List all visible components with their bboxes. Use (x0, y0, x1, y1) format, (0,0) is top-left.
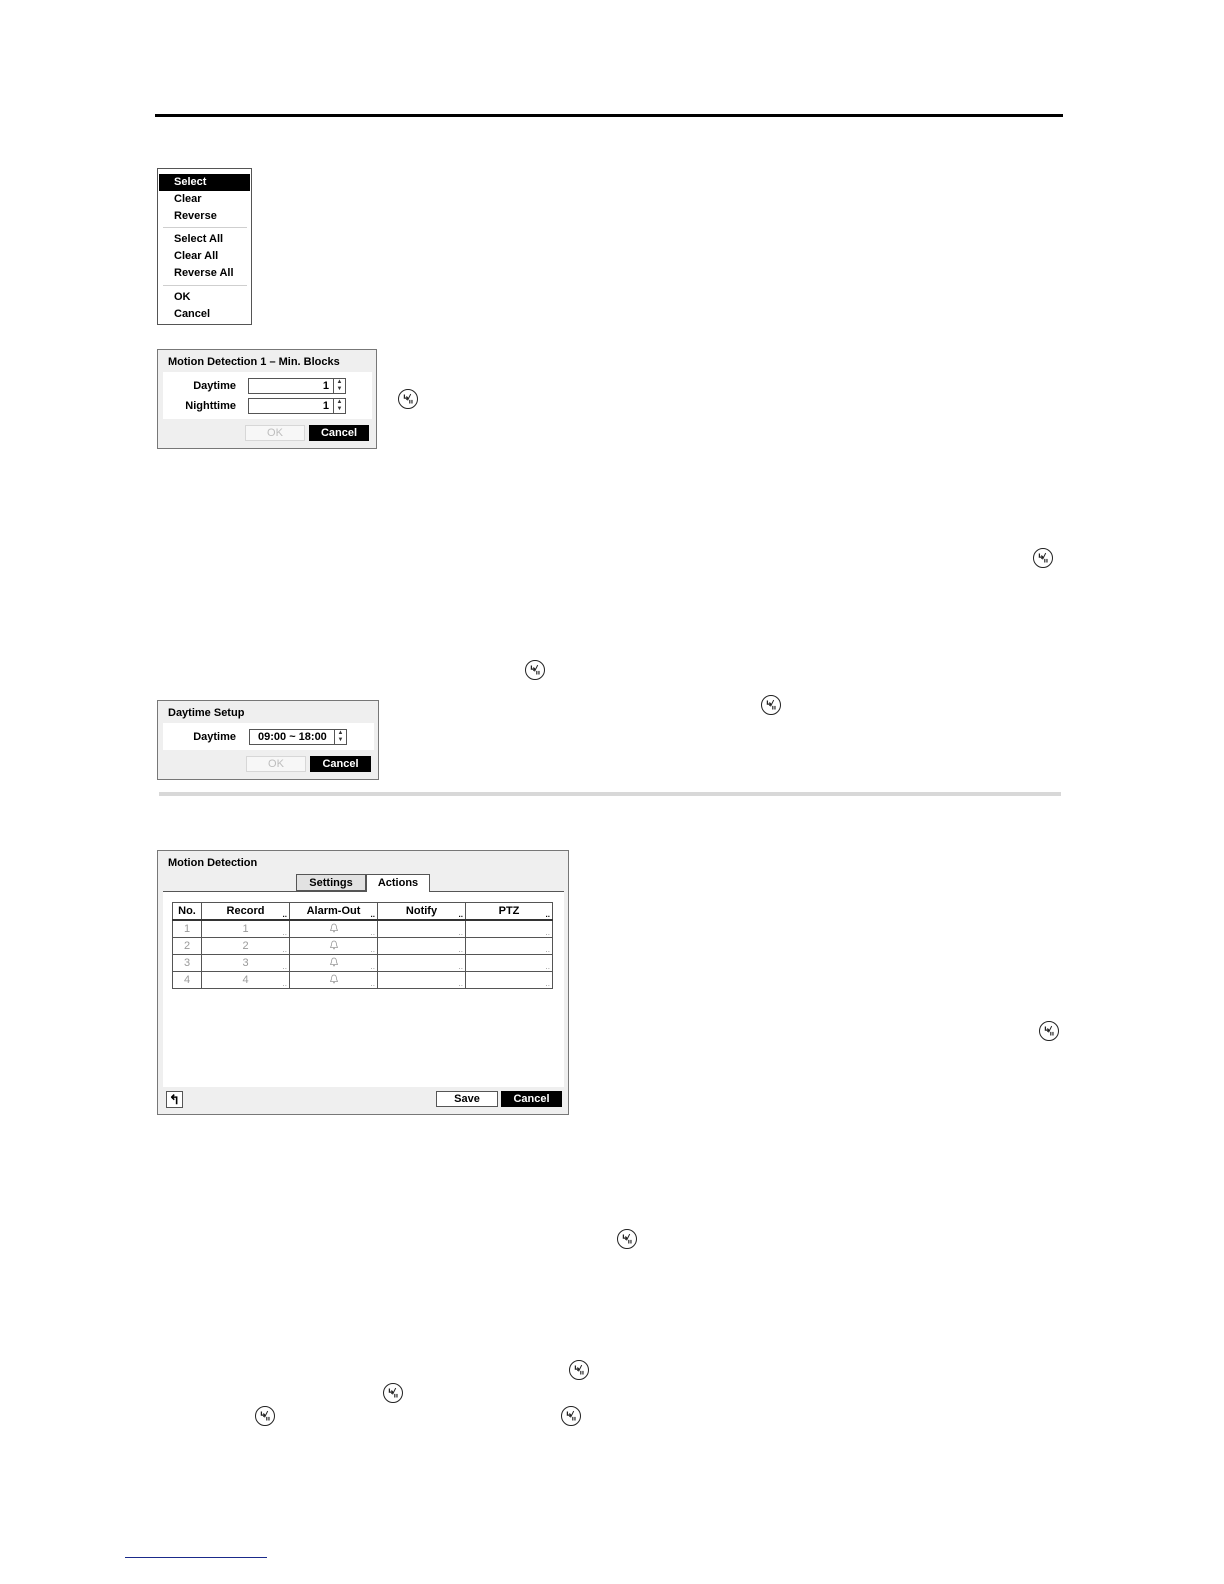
enter-pause-button-icon (383, 1383, 403, 1403)
spinner-arrows[interactable] (334, 730, 346, 744)
cell-menu-dots[interactable]: .. (282, 928, 287, 937)
cell-ptz[interactable] (466, 938, 553, 955)
cell-record[interactable] (202, 920, 290, 938)
cell-menu-dots[interactable]: .. (545, 928, 550, 937)
spin-up-icon[interactable]: ▲ (337, 730, 344, 736)
enter-pause-button-icon (1039, 1021, 1059, 1041)
bell-icon (329, 958, 339, 970)
actions-table (172, 902, 553, 989)
column-header-record[interactable] (202, 903, 290, 921)
spin-up-icon[interactable]: ▲ (336, 399, 343, 405)
nighttime-spinbox[interactable] (248, 398, 346, 414)
bell-icon (329, 975, 339, 987)
cell-record[interactable] (202, 938, 290, 955)
column-header-no (173, 903, 202, 921)
spinner-arrows[interactable] (333, 379, 345, 393)
bell-icon (329, 941, 339, 953)
column-header-notify[interactable] (378, 903, 466, 921)
cell-alarm-out[interactable] (290, 955, 378, 972)
cell-no (173, 972, 202, 989)
enter-pause-button-icon (761, 695, 781, 715)
cell-menu-dots[interactable]: .. (458, 945, 463, 954)
spin-down-icon[interactable]: ▼ (336, 386, 343, 392)
cell-record-value: 2 (242, 940, 249, 952)
menu-item-cancel[interactable]: Cancel (174, 308, 211, 320)
ok-button[interactable]: OK (246, 756, 306, 772)
cell-no-value: 4 (183, 974, 191, 986)
cancel-button[interactable]: Cancel (309, 425, 369, 441)
cell-record-value: 1 (242, 923, 249, 935)
dialog-title: Motion Detection (168, 857, 258, 869)
enter-pause-button-icon (561, 1406, 581, 1426)
cell-record-value: 3 (242, 957, 249, 969)
spinner-arrows[interactable] (333, 399, 345, 413)
menu-item-ok[interactable]: OK (174, 291, 191, 303)
table-row[interactable] (173, 920, 553, 938)
dialog-title: Daytime Setup (168, 707, 245, 719)
cell-menu-dots[interactable]: .. (545, 962, 550, 971)
cell-record[interactable] (202, 972, 290, 989)
cell-menu-dots[interactable]: .. (370, 979, 375, 988)
cell-no-value: 1 (183, 923, 191, 935)
enter-pause-button-icon (569, 1360, 589, 1380)
daytime-label: Daytime (193, 731, 236, 743)
column-menu-dots[interactable]: .. (458, 910, 463, 919)
column-header-alarm-out[interactable] (290, 903, 378, 921)
menu-item-reverse[interactable]: Reverse (174, 210, 217, 222)
column-menu-dots[interactable]: .. (370, 910, 375, 919)
cell-alarm-out[interactable] (290, 938, 378, 955)
menu-item-clear-all[interactable]: Clear All (174, 250, 219, 262)
menu-separator (163, 227, 247, 228)
table-row[interactable] (173, 955, 553, 972)
cell-no (173, 920, 202, 938)
cell-no-value: 2 (183, 940, 191, 952)
cell-menu-dots[interactable]: .. (545, 945, 550, 954)
column-header-ptz[interactable] (466, 903, 553, 921)
enter-pause-button-icon (617, 1229, 637, 1249)
column-header-label: PTZ (498, 905, 520, 917)
cell-record[interactable] (202, 955, 290, 972)
daytime-range-spinbox[interactable] (249, 729, 347, 745)
save-button[interactable]: Save (436, 1091, 498, 1107)
footnote-rule (125, 1557, 267, 1558)
nighttime-value: 1 (322, 400, 329, 412)
daytime-label: Daytime (193, 380, 236, 392)
enter-pause-button-icon (525, 660, 545, 680)
top-rule (155, 114, 1063, 117)
menu-separator (163, 285, 247, 286)
column-header-label: Notify (405, 905, 438, 917)
tab-settings[interactable]: Settings (296, 874, 366, 891)
column-menu-dots[interactable]: .. (282, 910, 287, 919)
enter-pause-button-icon (255, 1406, 275, 1426)
enter-pause-button-icon (398, 389, 418, 409)
cell-no-value: 3 (183, 957, 191, 969)
cell-menu-dots[interactable]: .. (370, 928, 375, 937)
cell-menu-dots[interactable]: .. (282, 945, 287, 954)
cell-menu-dots[interactable]: .. (370, 962, 375, 971)
menu-item-select-all[interactable]: Select All (174, 233, 224, 245)
column-menu-dots[interactable]: .. (545, 910, 550, 919)
cell-alarm-out[interactable] (290, 920, 378, 938)
column-header-label: No. (178, 905, 196, 917)
cell-alarm-out[interactable] (290, 972, 378, 989)
dialog-title: Motion Detection 1 – Min. Blocks (168, 356, 340, 368)
cell-notify[interactable] (378, 920, 466, 938)
context-menu (157, 168, 252, 325)
cell-record-value: 4 (242, 974, 249, 986)
cell-notify[interactable] (378, 938, 466, 955)
spin-down-icon[interactable]: ▼ (336, 406, 343, 412)
daytime-range-value: 09:00 ~ 18:00 (258, 731, 327, 743)
cell-notify[interactable] (378, 972, 466, 989)
daytime-setup-dialog (157, 700, 379, 780)
cell-notify[interactable] (378, 955, 466, 972)
column-header-label: Record (226, 905, 265, 917)
section-divider (159, 792, 1061, 796)
column-header-label: Alarm-Out (306, 905, 361, 917)
min-blocks-dialog (157, 349, 377, 449)
cell-ptz[interactable] (466, 955, 553, 972)
nighttime-label: Nighttime (185, 400, 236, 412)
menu-item-clear[interactable]: Clear (174, 193, 202, 205)
bell-icon (329, 924, 339, 936)
cell-menu-dots[interactable]: .. (282, 979, 287, 988)
cell-no (173, 938, 202, 955)
spin-up-icon[interactable]: ▲ (336, 379, 343, 385)
cell-menu-dots[interactable]: .. (458, 962, 463, 971)
tab-baseline (163, 891, 564, 892)
daytime-value: 1 (322, 380, 329, 392)
cancel-button[interactable]: Cancel (310, 756, 371, 772)
daytime-spinbox[interactable] (248, 378, 346, 394)
cell-menu-dots[interactable]: .. (545, 979, 550, 988)
cell-ptz[interactable] (466, 920, 553, 938)
menu-item-reverse-all[interactable]: Reverse All (174, 267, 234, 279)
menu-item-select[interactable]: Select (159, 174, 250, 191)
cell-menu-dots[interactable]: .. (458, 979, 463, 988)
spin-down-icon[interactable]: ▼ (337, 737, 344, 743)
cell-menu-dots[interactable]: .. (282, 962, 287, 971)
ok-button[interactable]: OK (245, 425, 305, 441)
cell-no (173, 955, 202, 972)
tab-actions[interactable]: Actions (366, 874, 430, 892)
back-arrow-icon[interactable]: ↰ (166, 1091, 183, 1108)
enter-pause-button-icon (1033, 548, 1053, 568)
table-row[interactable] (173, 938, 553, 955)
cell-ptz[interactable] (466, 972, 553, 989)
cancel-button[interactable]: Cancel (501, 1091, 562, 1107)
cell-menu-dots[interactable]: .. (370, 945, 375, 954)
table-row[interactable] (173, 972, 553, 989)
cell-menu-dots[interactable]: .. (458, 928, 463, 937)
